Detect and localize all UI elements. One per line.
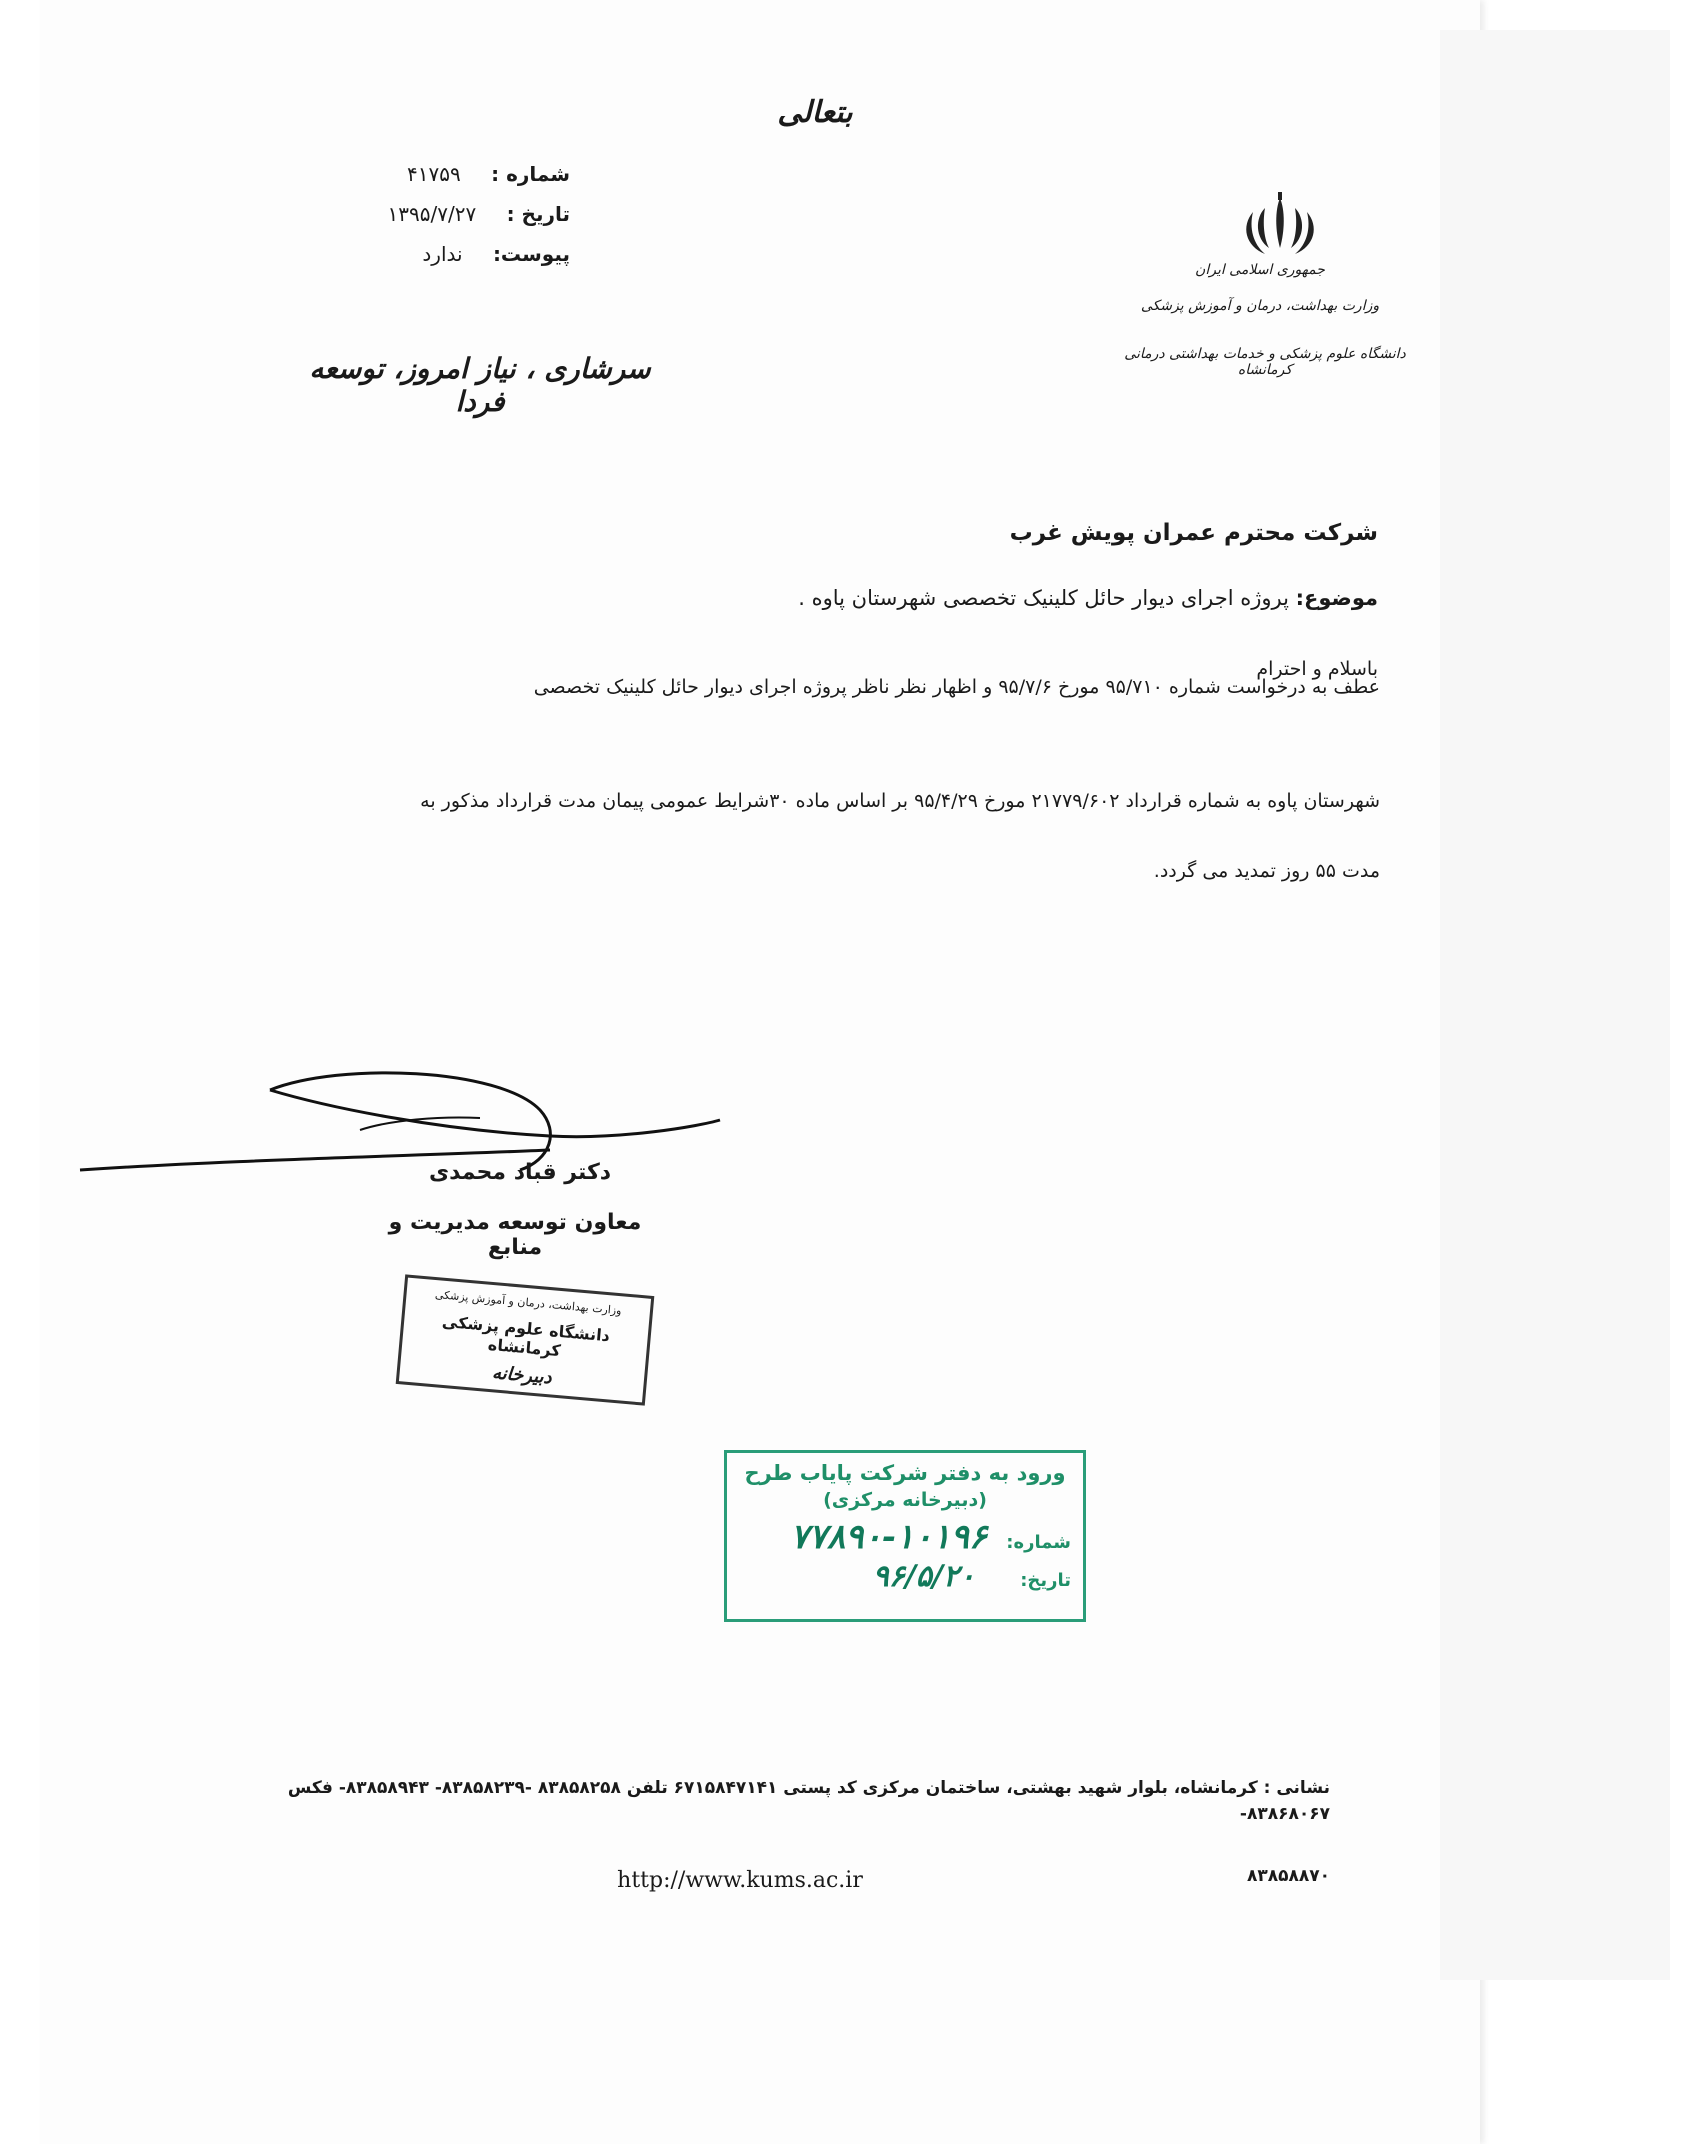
iran-emblem-icon <box>1235 190 1325 265</box>
entry-stamp-date-label: تاریخ: <box>1020 1570 1071 1591</box>
letter-attachment-row <box>340 242 570 266</box>
secretariat-stamp <box>396 1274 655 1405</box>
signer-title: معاون توسعه مدیریت و منابع <box>388 1210 642 1260</box>
bismillah: بتعالی <box>777 95 853 130</box>
emblem-line1: جمهوری اسلامی ایران <box>1195 262 1325 278</box>
footer-phone-extra: ۸۳۸۵۸۸۷۰ <box>1246 1866 1330 1886</box>
secretariat-stamp-line3: دبیرخانه <box>491 1362 553 1389</box>
secretariat-stamp-line1: وزارت بهداشت، درمان و آموزش پزشکی <box>434 1288 623 1318</box>
subject-text: پروژه اجرای دیوار حائل کلینیک تخصصی شهرستان پاوه . <box>798 586 1289 610</box>
letter-number-row <box>340 162 570 186</box>
entry-stamp-number-label: شماره: <box>1006 1532 1071 1553</box>
secretariat-stamp-line2: دانشگاه علوم پزشکی کرمانشاه <box>441 1311 611 1361</box>
entry-stamp-number-value: ۱۰۱۹۶-۷۷۸۹۰ <box>790 1517 988 1557</box>
number-label: شماره : <box>491 162 570 186</box>
recipient: شرکت محترم عمران پویش غرب <box>1009 520 1378 546</box>
footer-website: http://www.kums.ac.ir <box>617 1868 863 1893</box>
emblem-line2: وزارت بهداشت، درمان و آموزش پزشکی <box>1140 298 1380 314</box>
entry-stamp-date-value: ۹۶/۵/۲۰ <box>872 1559 976 1594</box>
date-value: ۱۳۹۵/۷/۲۷ <box>387 202 477 226</box>
body-line-1: عطف به درخواست شماره ۹۵/۷۱۰ مورخ ۹۵/۷/۶ و اظهار نظر ناظر پروژه اجرای دیوار حائل کلینیک تخصصی <box>533 676 1380 698</box>
entry-stamp-title: ورود به دفتر شرکت پایاب طرح <box>744 1461 1066 1485</box>
attachment-label: پیوست: <box>492 242 570 266</box>
body-line-3: مدت ۵۵ روز تمدید می گردد. <box>1153 860 1380 882</box>
entry-stamp <box>724 1450 1086 1622</box>
attachment-value: ندارد <box>422 242 463 266</box>
scan-edge <box>1440 30 1670 1980</box>
date-label: تاریخ : <box>506 202 570 226</box>
emblem-line3: دانشگاه علوم پزشکی و خدمات بهداشتی درمانی کرمانشاه <box>1124 346 1406 378</box>
signer-name: دکتر قباد محمدی <box>428 1160 612 1185</box>
entry-stamp-date-row <box>739 1559 1071 1594</box>
slogan: سرشاری ، نیاز امروز، توسعه فردا <box>309 352 651 418</box>
letter-date-row <box>340 202 570 226</box>
entry-stamp-number-row <box>739 1517 1071 1557</box>
subject-label: موضوع: <box>1295 586 1378 610</box>
number-value: ۴۱۷۵۹ <box>407 162 461 186</box>
body-line-2: شهرستان پاوه به شماره قرارداد ۲۱۷۷۹/۶۰۲ مورخ ۹۵/۴/۲۹ بر اساس ماده ۳۰شرایط عمومی پیمان مدت قرارداد مذکور به <box>420 790 1380 812</box>
greeting: باسلام و احترام <box>1256 658 1378 680</box>
subject-row <box>740 586 1378 610</box>
entry-stamp-subtitle: (دبیرخانه مرکزی) <box>823 1489 987 1511</box>
footer-address: نشانی : کرمانشاه، بلوار شهید بهشتی، ساختمان مرکزی کد پستی ۶۷۱۵۸۴۷۱۴۱ تلفن ۸۳۸۵۸۲۵۸ -۸۳۸۵۸۲۳۹- ۸۳۸۵۸۹۴۳- فکس ۸۳۸۶۸۰۶۷- <box>287 1778 1330 1824</box>
